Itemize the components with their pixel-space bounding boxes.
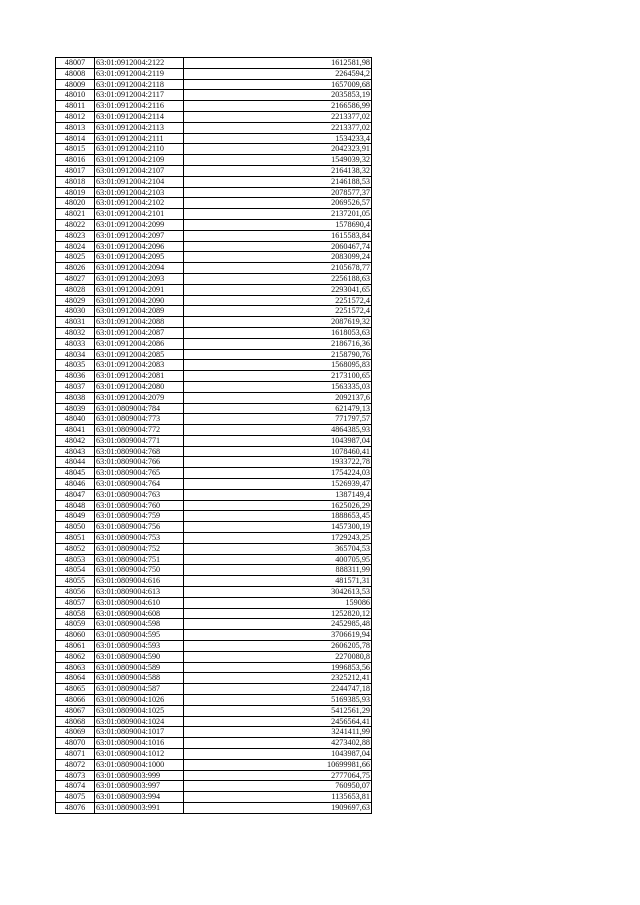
- cadastral-value-cell: 2264594,2: [184, 68, 372, 79]
- table-row: [56, 435, 372, 446]
- table-row: [56, 511, 372, 522]
- cadastral-number-cell: 63:01:0912004:2107: [95, 165, 184, 176]
- cadastral-value-cell: 2092137,6: [184, 392, 372, 403]
- table-row: [56, 90, 372, 101]
- cadastral-number-cell: 63:01:0912004:2099: [95, 219, 184, 230]
- table-row: [56, 705, 372, 716]
- cadastral-value-cell: 2256188,63: [184, 273, 372, 284]
- cadastral-value-cell: 2606205,78: [184, 641, 372, 652]
- cadastral-number-cell: 63:01:0809003:991: [95, 802, 184, 813]
- row-number-cell: 48007: [56, 58, 95, 69]
- table-row: [56, 543, 372, 554]
- table-row: [56, 263, 372, 274]
- cadastral-number-cell: 63:01:0809004:764: [95, 479, 184, 490]
- cadastral-value-cell: 2325212,41: [184, 673, 372, 684]
- cadastral-value-cell: 2078577,37: [184, 187, 372, 198]
- table-row: [56, 241, 372, 252]
- cadastral-value-cell: 2186716,36: [184, 338, 372, 349]
- cadastral-value-table: [55, 57, 372, 814]
- cadastral-number-cell: 63:01:0912004:2104: [95, 176, 184, 187]
- table-row: [56, 792, 372, 803]
- cadastral-number-cell: 63:01:0912004:2085: [95, 349, 184, 360]
- cadastral-number-cell: 63:01:0912004:2096: [95, 241, 184, 252]
- table-row: [56, 371, 372, 382]
- cadastral-number-cell: 63:01:0912004:2113: [95, 122, 184, 133]
- row-number-cell: 48015: [56, 144, 95, 155]
- table-row: [56, 770, 372, 781]
- table-row: [56, 489, 372, 500]
- table-row: [56, 306, 372, 317]
- cadastral-number-cell: 63:01:0912004:2109: [95, 155, 184, 166]
- cadastral-number-cell: 63:01:0912004:2093: [95, 273, 184, 284]
- cadastral-number-cell: 63:01:0809004:587: [95, 684, 184, 695]
- table-row: [56, 587, 372, 598]
- table-row: [56, 576, 372, 587]
- table-row: [56, 295, 372, 306]
- cadastral-number-cell: 63:01:0809004:773: [95, 414, 184, 425]
- row-number-cell: 48042: [56, 435, 95, 446]
- row-number-cell: 48028: [56, 284, 95, 295]
- table-row: [56, 759, 372, 770]
- cadastral-number-cell: 63:01:0912004:2089: [95, 306, 184, 317]
- row-number-cell: 48026: [56, 263, 95, 274]
- cadastral-value-cell: 2158790,76: [184, 349, 372, 360]
- cadastral-value-cell: 4273402,88: [184, 738, 372, 749]
- row-number-cell: 48061: [56, 641, 95, 652]
- table-row: [56, 414, 372, 425]
- table-row: [56, 716, 372, 727]
- row-number-cell: 48073: [56, 770, 95, 781]
- row-number-cell: 48052: [56, 543, 95, 554]
- cadastral-number-cell: 63:01:0912004:2086: [95, 338, 184, 349]
- cadastral-number-cell: 63:01:0809004:771: [95, 435, 184, 446]
- cadastral-number-cell: 63:01:0809004:784: [95, 403, 184, 414]
- row-number-cell: 48059: [56, 619, 95, 630]
- cadastral-value-cell: 1526939,47: [184, 479, 372, 490]
- cadastral-number-cell: 63:01:0809004:752: [95, 543, 184, 554]
- cadastral-number-cell: 63:01:0912004:2080: [95, 381, 184, 392]
- table-row: [56, 749, 372, 760]
- cadastral-number-cell: 63:01:0912004:2114: [95, 111, 184, 122]
- row-number-cell: 48047: [56, 489, 95, 500]
- cadastral-number-cell: 63:01:0809004:756: [95, 522, 184, 533]
- row-number-cell: 48049: [56, 511, 95, 522]
- cadastral-number-cell: 63:01:0912004:2079: [95, 392, 184, 403]
- cadastral-value-cell: 2083099,24: [184, 252, 372, 263]
- cadastral-value-cell: 2146188,53: [184, 176, 372, 187]
- table-row: [56, 392, 372, 403]
- cadastral-value-cell: 2213377,02: [184, 111, 372, 122]
- table-row: [56, 252, 372, 263]
- row-number-cell: 48039: [56, 403, 95, 414]
- cadastral-value-cell: 1252820,12: [184, 608, 372, 619]
- row-number-cell: 48012: [56, 111, 95, 122]
- row-number-cell: 48016: [56, 155, 95, 166]
- cadastral-value-cell: 2456564,41: [184, 716, 372, 727]
- table-row: [56, 662, 372, 673]
- row-number-cell: 48041: [56, 425, 95, 436]
- table-row: [56, 500, 372, 511]
- table-row: [56, 673, 372, 684]
- row-number-cell: 48054: [56, 565, 95, 576]
- row-number-cell: 48043: [56, 446, 95, 457]
- cadastral-value-cell: 1615583,84: [184, 230, 372, 241]
- cadastral-value-cell: 2060467,74: [184, 241, 372, 252]
- row-number-cell: 48014: [56, 133, 95, 144]
- table-row: [56, 651, 372, 662]
- row-number-cell: 48076: [56, 802, 95, 813]
- table-row: [56, 802, 372, 813]
- cadastral-number-cell: 63:01:0809004:768: [95, 446, 184, 457]
- cadastral-value-cell: 621479,13: [184, 403, 372, 414]
- cadastral-value-cell: 1754224,03: [184, 468, 372, 479]
- table-row: [56, 79, 372, 90]
- row-number-cell: 48046: [56, 479, 95, 490]
- cadastral-number-cell: 63:01:0912004:2101: [95, 209, 184, 220]
- cadastral-number-cell: 63:01:0912004:2094: [95, 263, 184, 274]
- cadastral-value-cell: 365704,53: [184, 543, 372, 554]
- cadastral-value-cell: 760950,07: [184, 781, 372, 792]
- cadastral-number-cell: 63:01:0809004:765: [95, 468, 184, 479]
- cadastral-value-cell: 1729243,25: [184, 533, 372, 544]
- table-row: [56, 522, 372, 533]
- cadastral-value-cell: 2087619,32: [184, 317, 372, 328]
- cadastral-number-cell: 63:01:0809003:999: [95, 770, 184, 781]
- cadastral-value-cell: 2164138,32: [184, 165, 372, 176]
- cadastral-value-cell: 3706619,94: [184, 630, 372, 641]
- table-row: [56, 349, 372, 360]
- row-number-cell: 48008: [56, 68, 95, 79]
- cadastral-number-cell: 63:01:0809004:1026: [95, 695, 184, 706]
- row-number-cell: 48060: [56, 630, 95, 641]
- cadastral-number-cell: 63:01:0809004:598: [95, 619, 184, 630]
- cadastral-value-cell: 1568095,83: [184, 360, 372, 371]
- cadastral-number-cell: 63:01:0809004:753: [95, 533, 184, 544]
- row-number-cell: 48032: [56, 327, 95, 338]
- table-row: [56, 284, 372, 295]
- cadastral-number-cell: 63:01:0809004:750: [95, 565, 184, 576]
- cadastral-number-cell: 63:01:0809004:772: [95, 425, 184, 436]
- cadastral-value-cell: 888311,99: [184, 565, 372, 576]
- cadastral-value-cell: 2042323,91: [184, 144, 372, 155]
- cadastral-number-cell: 63:01:0809004:1016: [95, 738, 184, 749]
- table-row: [56, 457, 372, 468]
- table-row: [56, 641, 372, 652]
- table-row: [56, 273, 372, 284]
- cadastral-value-cell: 2293041,65: [184, 284, 372, 295]
- cadastral-value-cell: 1578690,4: [184, 219, 372, 230]
- table-row: [56, 533, 372, 544]
- cadastral-number-cell: 63:01:0809004:1017: [95, 727, 184, 738]
- cadastral-number-cell: 63:01:0809004:763: [95, 489, 184, 500]
- table-row: [56, 144, 372, 155]
- table-row: [56, 554, 372, 565]
- cadastral-value-cell: 1043987,04: [184, 749, 372, 760]
- table-row: [56, 187, 372, 198]
- cadastral-number-cell: 63:01:0912004:2081: [95, 371, 184, 382]
- cadastral-value-cell: 1387149,4: [184, 489, 372, 500]
- cadastral-value-cell: 1563335,03: [184, 381, 372, 392]
- cadastral-value-cell: 2213377,02: [184, 122, 372, 133]
- table-row: [56, 155, 372, 166]
- cadastral-value-cell: 2105678,77: [184, 263, 372, 274]
- table-row: [56, 209, 372, 220]
- row-number-cell: 48011: [56, 101, 95, 112]
- table-row: [56, 619, 372, 630]
- cadastral-value-cell: 5412561,29: [184, 705, 372, 716]
- cadastral-value-cell: 1996853,56: [184, 662, 372, 673]
- cadastral-number-cell: 63:01:0809004:1025: [95, 705, 184, 716]
- cadastral-number-cell: 63:01:0912004:2117: [95, 90, 184, 101]
- cadastral-value-cell: 2251572,4: [184, 306, 372, 317]
- table-row: [56, 630, 372, 641]
- cadastral-number-cell: 63:01:0809004:751: [95, 554, 184, 565]
- row-number-cell: 48030: [56, 306, 95, 317]
- cadastral-value-cell: 1618053,63: [184, 327, 372, 338]
- row-number-cell: 48063: [56, 662, 95, 673]
- table-row: [56, 781, 372, 792]
- table-row: [56, 684, 372, 695]
- row-number-cell: 48075: [56, 792, 95, 803]
- row-number-cell: 48072: [56, 759, 95, 770]
- cadastral-value-cell: 2069526,57: [184, 198, 372, 209]
- row-number-cell: 48036: [56, 371, 95, 382]
- cadastral-number-cell: 63:01:0912004:2111: [95, 133, 184, 144]
- table-row: [56, 219, 372, 230]
- row-number-cell: 48067: [56, 705, 95, 716]
- cadastral-number-cell: 63:01:0912004:2088: [95, 317, 184, 328]
- table-row: [56, 608, 372, 619]
- cadastral-number-cell: 63:01:0809004:760: [95, 500, 184, 511]
- table-row: [56, 58, 372, 69]
- table-row: [56, 738, 372, 749]
- cadastral-value-cell: 2173100,65: [184, 371, 372, 382]
- cadastral-number-cell: 63:01:0809004:613: [95, 587, 184, 598]
- row-number-cell: 48038: [56, 392, 95, 403]
- cadastral-number-cell: 63:01:0912004:2116: [95, 101, 184, 112]
- table-row: [56, 403, 372, 414]
- cadastral-value-cell: 1909697,63: [184, 802, 372, 813]
- table-row: [56, 381, 372, 392]
- row-number-cell: 48025: [56, 252, 95, 263]
- cadastral-value-cell: 5169385,93: [184, 695, 372, 706]
- cadastral-number-cell: 63:01:0809004:1024: [95, 716, 184, 727]
- row-number-cell: 48050: [56, 522, 95, 533]
- table-row: [56, 360, 372, 371]
- cadastral-number-cell: 63:01:0809004:608: [95, 608, 184, 619]
- cadastral-value-cell: 1078460,41: [184, 446, 372, 457]
- cadastral-number-cell: 63:01:0912004:2110: [95, 144, 184, 155]
- cadastral-value-cell: 481571,31: [184, 576, 372, 587]
- cadastral-value-cell: 4864385,93: [184, 425, 372, 436]
- table-row: [56, 230, 372, 241]
- row-number-cell: 48023: [56, 230, 95, 241]
- cadastral-value-cell: 2244747,18: [184, 684, 372, 695]
- cadastral-number-cell: 63:01:0912004:2091: [95, 284, 184, 295]
- table-row: [56, 727, 372, 738]
- cadastral-number-cell: 63:01:0809004:589: [95, 662, 184, 673]
- row-number-cell: 48055: [56, 576, 95, 587]
- row-number-cell: 48069: [56, 727, 95, 738]
- cadastral-number-cell: 63:01:0809004:616: [95, 576, 184, 587]
- table-body: [56, 58, 372, 814]
- cadastral-value-cell: 3042613,53: [184, 587, 372, 598]
- table-row: [56, 446, 372, 457]
- row-number-cell: 48019: [56, 187, 95, 198]
- row-number-cell: 48022: [56, 219, 95, 230]
- cadastral-value-cell: 771797,57: [184, 414, 372, 425]
- row-number-cell: 48034: [56, 349, 95, 360]
- cadastral-number-cell: 63:01:0809004:1000: [95, 759, 184, 770]
- cadastral-number-cell: 63:01:0912004:2087: [95, 327, 184, 338]
- cadastral-number-cell: 63:01:0912004:2097: [95, 230, 184, 241]
- row-number-cell: 48029: [56, 295, 95, 306]
- table-row: [56, 165, 372, 176]
- cadastral-value-cell: 1625026,29: [184, 500, 372, 511]
- cadastral-number-cell: 63:01:0809004:1012: [95, 749, 184, 760]
- table-row: [56, 317, 372, 328]
- row-number-cell: 48048: [56, 500, 95, 511]
- row-number-cell: 48024: [56, 241, 95, 252]
- table-row: [56, 695, 372, 706]
- cadastral-number-cell: 63:01:0912004:2090: [95, 295, 184, 306]
- cadastral-value-cell: 10699981,66: [184, 759, 372, 770]
- cadastral-value-cell: 1933722,78: [184, 457, 372, 468]
- table-row: [56, 565, 372, 576]
- table-row: [56, 176, 372, 187]
- cadastral-value-cell: 1043987,04: [184, 435, 372, 446]
- row-number-cell: 48064: [56, 673, 95, 684]
- cadastral-number-cell: 63:01:0809004:595: [95, 630, 184, 641]
- cadastral-number-cell: 63:01:0809004:588: [95, 673, 184, 684]
- table-row: [56, 468, 372, 479]
- row-number-cell: 48010: [56, 90, 95, 101]
- cadastral-number-cell: 63:01:0912004:2083: [95, 360, 184, 371]
- row-number-cell: 48035: [56, 360, 95, 371]
- table-row: [56, 111, 372, 122]
- row-number-cell: 48057: [56, 597, 95, 608]
- cadastral-value-cell: 1457300,19: [184, 522, 372, 533]
- table-row: [56, 101, 372, 112]
- row-number-cell: 48037: [56, 381, 95, 392]
- table-row: [56, 597, 372, 608]
- row-number-cell: 48040: [56, 414, 95, 425]
- table-row: [56, 327, 372, 338]
- row-number-cell: 48044: [56, 457, 95, 468]
- row-number-cell: 48033: [56, 338, 95, 349]
- cadastral-value-cell: 1135653,81: [184, 792, 372, 803]
- cadastral-value-cell: 2166586,99: [184, 101, 372, 112]
- row-number-cell: 48053: [56, 554, 95, 565]
- row-number-cell: 48058: [56, 608, 95, 619]
- cadastral-value-cell: 3241411,99: [184, 727, 372, 738]
- cadastral-value-cell: 1612581,98: [184, 58, 372, 69]
- row-number-cell: 48017: [56, 165, 95, 176]
- table-row: [56, 479, 372, 490]
- row-number-cell: 48071: [56, 749, 95, 760]
- cadastral-number-cell: 63:01:0912004:2102: [95, 198, 184, 209]
- table-row: [56, 122, 372, 133]
- table-row: [56, 133, 372, 144]
- row-number-cell: 48018: [56, 176, 95, 187]
- cadastral-value-cell: 2777064,75: [184, 770, 372, 781]
- row-number-cell: 48045: [56, 468, 95, 479]
- table-row: [56, 68, 372, 79]
- cadastral-number-cell: 63:01:0912004:2122: [95, 58, 184, 69]
- cadastral-value-cell: 1549039,32: [184, 155, 372, 166]
- cadastral-number-cell: 63:01:0809004:766: [95, 457, 184, 468]
- cadastral-number-cell: 63:01:0809004:590: [95, 651, 184, 662]
- cadastral-number-cell: 63:01:0809004:593: [95, 641, 184, 652]
- row-number-cell: 48074: [56, 781, 95, 792]
- cadastral-value-cell: 2137201,05: [184, 209, 372, 220]
- cadastral-value-cell: 2251572,4: [184, 295, 372, 306]
- cadastral-value-cell: 2452985,48: [184, 619, 372, 630]
- cadastral-number-cell: 63:01:0912004:2119: [95, 68, 184, 79]
- row-number-cell: 48027: [56, 273, 95, 284]
- row-number-cell: 48066: [56, 695, 95, 706]
- cadastral-number-cell: 63:01:0912004:2095: [95, 252, 184, 263]
- row-number-cell: 48070: [56, 738, 95, 749]
- row-number-cell: 48021: [56, 209, 95, 220]
- cadastral-number-cell: 63:01:0809003:997: [95, 781, 184, 792]
- row-number-cell: 48062: [56, 651, 95, 662]
- row-number-cell: 48068: [56, 716, 95, 727]
- cadastral-number-cell: 63:01:0809004:610: [95, 597, 184, 608]
- table-row: [56, 425, 372, 436]
- row-number-cell: 48051: [56, 533, 95, 544]
- table-row: [56, 198, 372, 209]
- cadastral-number-cell: 63:01:0809003:994: [95, 792, 184, 803]
- cadastral-value-cell: 1534233,4: [184, 133, 372, 144]
- cadastral-value-cell: 2270080,8: [184, 651, 372, 662]
- cadastral-value-cell: 1657009,68: [184, 79, 372, 90]
- cadastral-value-cell: 2035853,19: [184, 90, 372, 101]
- cadastral-value-cell: 400705,95: [184, 554, 372, 565]
- row-number-cell: 48009: [56, 79, 95, 90]
- row-number-cell: 48031: [56, 317, 95, 328]
- row-number-cell: 48020: [56, 198, 95, 209]
- cadastral-number-cell: 63:01:0912004:2103: [95, 187, 184, 198]
- table-row: [56, 338, 372, 349]
- row-number-cell: 48065: [56, 684, 95, 695]
- cadastral-value-cell: 159086: [184, 597, 372, 608]
- row-number-cell: 48013: [56, 122, 95, 133]
- cadastral-number-cell: 63:01:0912004:2118: [95, 79, 184, 90]
- cadastral-value-cell: 1888653,45: [184, 511, 372, 522]
- cadastral-number-cell: 63:01:0809004:759: [95, 511, 184, 522]
- row-number-cell: 48056: [56, 587, 95, 598]
